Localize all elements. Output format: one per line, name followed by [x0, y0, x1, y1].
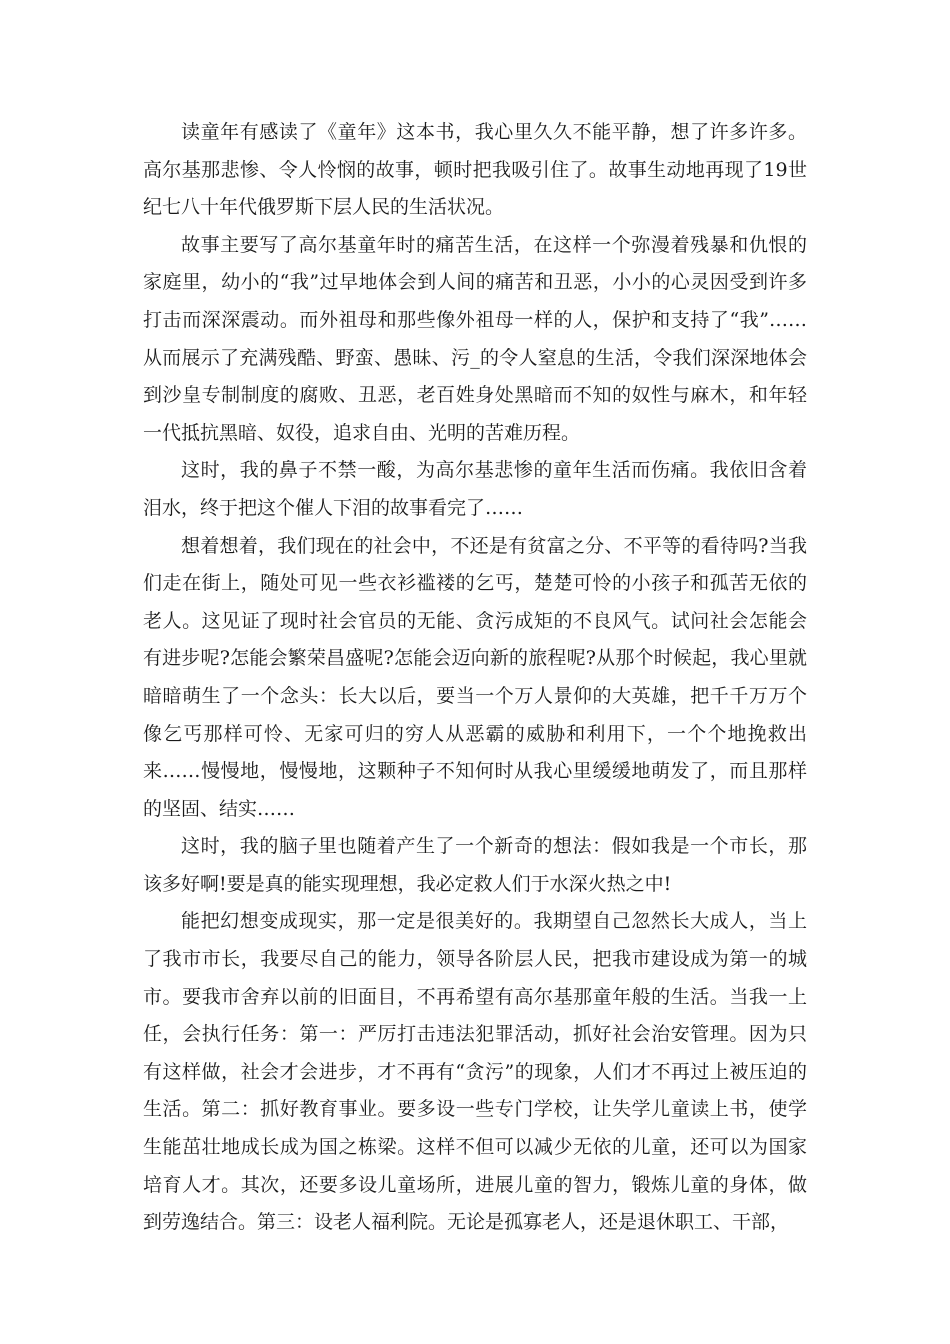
document-body: [143, 114, 807, 1242]
paragraph-4: 想着想着，我们现在的社会中，不还是有贫富之分、不平等的看待吗?当我们走在街上，随处可见一些衣衫褴褛的乞丐，楚楚可怜的小孩子和孤苦无依的老人。这见证了现时社会官员的无能、贪污成矩的不良风气。试问社会怎能会有进步呢?怎能会繁荣昌盛呢?怎能会迈向新的旅程呢?从那个时候起，我心里就暗暗萌生了一个念头：长大以后，要当一个万人景仰的大英雄，把千千万万个像乞丐那样可怜、无家可归的穷人从恶霸的威胁和利用下，一个个地挽救出来……慢慢地，慢慢地，这颗种子不知何时从我心里缓缓地萌发了，而且那样的坚固、结实……: [143, 534, 807, 820]
paragraph-2: 故事主要写了高尔基童年时的痛苦生活，在这样一个弥漫着残暴和仇恨的家庭里，幼小的“我”过早地体会到人间的痛苦和丑恶，小小的心灵因受到许多打击而深深震动。而外祖母和那些像外祖母一样的人，保护和支持了“我”……从而展示了充满残酷、野蛮、愚昧、污_的令人窒息的生活，令我们深深地体会到沙皇专制制度的腐败、丑恶，老百姓身处黑暗而不知的奴性与麻木，和年轻一代抵抗黑暗、奴役，追求自由、光明的苦难历程。: [143, 233, 807, 444]
paragraph-5: 这时，我的脑子里也随着产生了一个新奇的想法：假如我是一个市长，那该多好啊!要是真的能实现理想，我必定救人们于水深火热之中!: [143, 835, 807, 895]
paragraph-3: 这时，我的鼻子不禁一酸，为高尔基悲惨的童年生活而伤痛。我依旧含着泪水，终于把这个催人下泪的故事看完了……: [143, 459, 807, 519]
paragraph-6: 能把幻想变成现实，那一定是很美好的。我期望自己忽然长大成人，当上了我市市长，我要尽自己的能力，领导各阶层人民，把我市建设成为第一的城市。要我市舍弃以前的旧面目，不再希望有高尔基那童年般的生活。当我一上任，会执行任务：第一：严厉打击违法犯罪活动，抓好社会治安管理。因为只有这样做，社会才会进步，才不再有“贪污”的现象，人们才不再过上被压迫的生活。第二：抓好教育事业。要多设一些专门学校，让失学儿童读上书，使学生能茁壮地成长成为国之栋梁。这样不但可以减少无依的儿童，还可以为国家培育人才。其次，还要多设儿童场所，进展儿童的智力，锻炼儿童的身体，做到劳逸结合。第三：设老人福利院。无论是孤寡老人，还是退休职工、干部，: [143, 910, 807, 1234]
paragraph-1: 读童年有感读了《童年》这本书，我心里久久不能平静，想了许多许多。高尔基那悲惨、令人怜悯的故事，顿时把我吸引住了。故事生动地再现了19世纪七八十年代俄罗斯下层人民的生活状况。: [143, 121, 807, 219]
